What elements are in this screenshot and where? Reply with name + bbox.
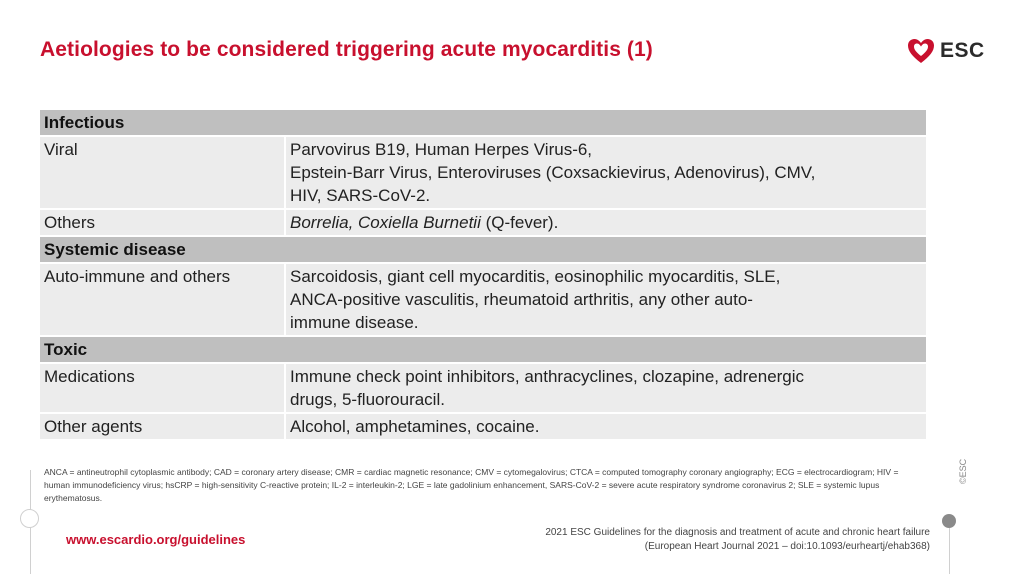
description-line: Sarcoidosis, giant cell myocarditis, eosinophilic myocarditis, SLE, bbox=[290, 267, 781, 286]
row-description bbox=[286, 137, 926, 208]
row-label: Viral bbox=[40, 137, 286, 208]
description-line: Epstein-Barr Virus, Enteroviruses (Coxsackievirus, Adenovirus), CMV, bbox=[290, 163, 816, 182]
decorative-dot bbox=[20, 509, 39, 528]
citation-line: 2021 ESC Guidelines for the diagnosis and treatment of acute and chronic heart failure bbox=[545, 527, 930, 538]
section-header-row bbox=[40, 337, 926, 362]
italic-text: Borrelia, Coxiella Burnetii bbox=[290, 213, 481, 232]
row-description bbox=[286, 414, 926, 439]
section-title: Systemic disease bbox=[40, 237, 926, 262]
slide-title: Aetiologies to be considered triggering acute myocarditis (1) bbox=[40, 38, 653, 61]
citation-line: (European Heart Journal 2021 – doi:10.1093/eurheartj/ehab368) bbox=[644, 541, 930, 552]
table-row bbox=[40, 264, 926, 335]
logo-text: ESC bbox=[940, 39, 985, 62]
row-label: Other agents bbox=[40, 414, 286, 439]
section-title: Infectious bbox=[40, 110, 926, 135]
guidelines-link[interactable]: www.escardio.org/guidelines bbox=[66, 532, 246, 547]
table-row bbox=[40, 210, 926, 235]
description-line: HIV, SARS-CoV-2. bbox=[290, 186, 431, 205]
row-description bbox=[286, 210, 926, 235]
esc-logo bbox=[906, 34, 985, 68]
abbreviations-footnote: ANCA = antineutrophil cytoplasmic antibody; CAD = coronary artery disease; CMR = cardiac magnetic resonance; CMV = cytomegalovirus; CTCA = computed tomography coronary angiography; ECG = electrocardiogram; HIV = human immunodeficiency virus; hsCRP = high-sensitivity C-reactive protein; IL-2 = interleukin-2; LGE = late gadolinium enhancement, SARS-CoV-2 = severe acute respiratory syndrome coronavirus 2; SLE = systemic lupus erythematosus. bbox=[44, 467, 899, 503]
row-label: Auto-immune and others bbox=[40, 264, 286, 335]
section-title: Toxic bbox=[40, 337, 926, 362]
description-line: Immune check point inhibitors, anthracyclines, clozapine, adrenergic bbox=[290, 367, 805, 386]
description-line: ANCA-positive vasculitis, rheumatoid arthritis, any other auto- bbox=[290, 290, 753, 309]
description-line: Alcohol, amphetamines, cocaine. bbox=[290, 417, 540, 436]
decorative-dot bbox=[942, 514, 956, 528]
description-line: immune disease. bbox=[290, 313, 419, 332]
plain-text: (Q-fever). bbox=[480, 213, 559, 232]
row-description bbox=[286, 364, 926, 412]
aetiology-table bbox=[40, 108, 926, 441]
row-description bbox=[286, 264, 926, 335]
section-header-row bbox=[40, 237, 926, 262]
section-header-row bbox=[40, 110, 926, 135]
row-label: Others bbox=[40, 210, 286, 235]
row-label: Medications bbox=[40, 364, 286, 412]
table-row bbox=[40, 137, 926, 208]
copyright-label: ©ESC bbox=[958, 458, 968, 484]
decorative-line bbox=[949, 528, 950, 574]
description-line: drugs, 5-fluorouracil. bbox=[290, 390, 445, 409]
table-row bbox=[40, 414, 926, 439]
citation bbox=[545, 526, 930, 554]
description-line: Parvovirus B19, Human Herpes Virus-6, bbox=[290, 140, 593, 159]
heart-logo-icon bbox=[906, 36, 936, 66]
table-row bbox=[40, 364, 926, 412]
